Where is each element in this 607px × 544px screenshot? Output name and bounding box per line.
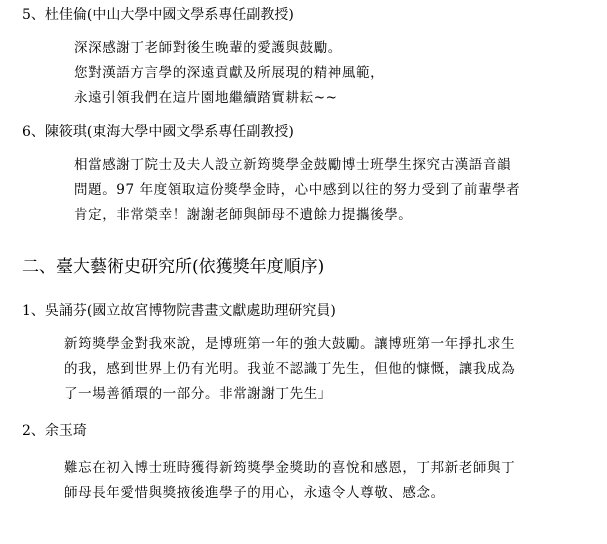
entry-text-line: 永遠引領我們在這片園地繼續踏實耕耘~~ [74, 90, 338, 106]
entry-text-line: 師母長年愛惜與獎掖後進學子的用心，永遠令人尊敬、感念。 [64, 485, 445, 501]
entry-text-line: 新筠獎學金對我來說，是博班第一年的強大鼓勵。讓博班第一年掙扎求生 [64, 336, 516, 352]
entry-text-line: 深深感謝丁老師對後生晚輩的愛護與鼓勵。 [74, 40, 342, 56]
entry-heading-yu-yuqi: 2、余玉琦 [22, 423, 87, 439]
entry-heading-chen-xiaoqi: 6、陳筱琪(東海大學中國文學系專任副教授) [22, 124, 294, 140]
entry-text-line: 的我，感到世界上仍有光明。我並不認識丁先生，但他的慷慨，讓我成為 [64, 361, 516, 377]
entry-heading-wu-songfen: 1、吳誦芬(國立故宮博物院書畫文獻處助理研究員) [22, 303, 336, 319]
entry-text-line: 難忘在初入博士班時獲得新筠獎學金獎助的喜悅和感恩，丁邦新老師與丁 [64, 460, 516, 476]
entry-text-line: 相當感謝丁院士及夫人設立新筠獎學金鼓勵博士班學生探究古漢語音韻 [74, 157, 512, 173]
section-heading: 二、臺大藝術史研究所(依獲獎年度順序) [22, 257, 325, 277]
entry-text-line: 肯定，非常榮幸！謝謝老師與師母不遺餘力提攜後學。 [74, 207, 413, 223]
entry-heading-du-jialun: 5、杜佳倫(中山大學中國文學系專任副教授) [22, 7, 294, 23]
entry-text-line: 您對漢語方言學的深遠貢獻及所展現的精神風範， [74, 65, 385, 81]
entry-text-line: 了一場善循環的一部分。非常謝謝丁先生」 [64, 386, 332, 402]
entry-text-line: 問題。97 年度領取這份獎學金時，心中感到以往的努力受到了前輩學者 [74, 182, 521, 198]
